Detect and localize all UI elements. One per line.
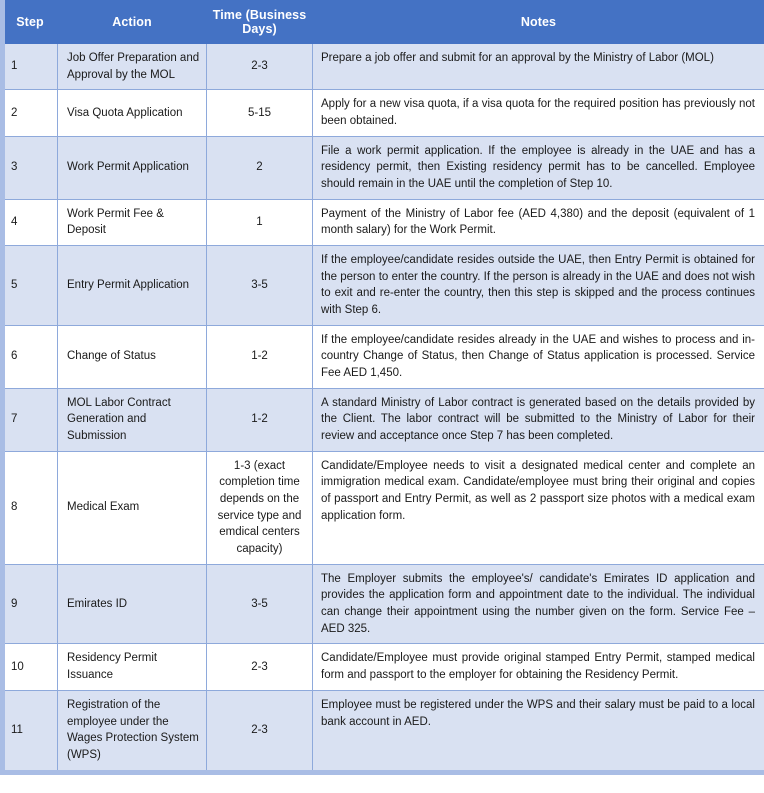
- table-header-row: [3, 1, 764, 44]
- table-row: [3, 564, 764, 644]
- cell-notes: A standard Ministry of Labor contract is generated based on the details provided by the Client. The labor contract will be submitted to the Ministry of Labor for their review and acceptance once Step 7 has been completed.: [313, 388, 764, 451]
- cell-time: 5-15: [207, 90, 313, 136]
- table-row: [3, 44, 764, 90]
- cell-notes: If the employee/candidate resides already in the UAE and wishes to process and in-country Change of Status, then Change of Status application is processed. Service Fee AED 1,450.: [313, 325, 764, 388]
- cell-notes: Apply for a new visa quota, if a visa quota for the required position has previously not been obtained.: [313, 90, 764, 136]
- cell-action: Registration of the employee under the Wages Protection System (WPS): [58, 690, 207, 772]
- cell-action: Change of Status: [58, 325, 207, 388]
- table-body: [3, 44, 764, 773]
- table-row: [3, 246, 764, 326]
- cell-step: 3: [3, 136, 58, 199]
- cell-action: Emirates ID: [58, 564, 207, 644]
- cell-step: 4: [3, 199, 58, 245]
- cell-action: Entry Permit Application: [58, 246, 207, 326]
- cell-notes: If the employee/candidate resides outside the UAE, then Entry Permit is obtained for the person to enter the country. If the person is already in the UAE and does not wish to exit and re-enter the country, then this step is skipped and the process continues with Step 6.: [313, 246, 764, 326]
- cell-action: Work Permit Fee & Deposit: [58, 199, 207, 245]
- column-header-notes: Notes: [313, 1, 764, 44]
- cell-notes: Employee must be registered under the WPS and their salary must be paid to a local bank account in AED.: [313, 690, 764, 772]
- cell-time: 3-5: [207, 246, 313, 326]
- cell-notes: Payment of the Ministry of Labor fee (AED 4,380) and the deposit (equivalent of 1 month salary) for the Work Permit.: [313, 199, 764, 245]
- cell-notes: The Employer submits the employee's/ candidate's Emirates ID application and provides the application form and appointment date to the individual. The individual can change their appointment using the number given on the form. Service Fee – AED 325.: [313, 564, 764, 644]
- cell-step: 10: [3, 644, 58, 690]
- cell-step: 6: [3, 325, 58, 388]
- cell-step: 8: [3, 451, 58, 564]
- cell-time: 2: [207, 136, 313, 199]
- table-row: [3, 451, 764, 564]
- table-row: [3, 325, 764, 388]
- cell-notes: File a work permit application. If the employee is already in the UAE and has a residency permit, then Existing residency permit has to be cancelled. Employee should remain in the UAE until the completion of Step 10.: [313, 136, 764, 199]
- cell-action: Medical Exam: [58, 451, 207, 564]
- cell-notes: Candidate/Employee needs to visit a designated medical center and complete an immigration medical exam. Candidate/employee must bring their original and copies of passport and Entry Permit, as well as 2 passport size photos with a medical exam application form.: [313, 451, 764, 564]
- cell-step: 9: [3, 564, 58, 644]
- cell-time: 2-3: [207, 44, 313, 90]
- table-row: [3, 90, 764, 136]
- cell-time: 1-3 (exact completion time depends on the service type and emdical centers capacity): [207, 451, 313, 564]
- cell-action: Work Permit Application: [58, 136, 207, 199]
- table-row: [3, 199, 764, 245]
- cell-notes: Candidate/Employee must provide original stamped Entry Permit, stamped medical form and passport to the employer for obtaining the Residency Permit.: [313, 644, 764, 690]
- cell-action: Job Offer Preparation and Approval by the MOL: [58, 44, 207, 90]
- cell-step: 5: [3, 246, 58, 326]
- cell-notes: Prepare a job offer and submit for an approval by the Ministry of Labor (MOL): [313, 44, 764, 90]
- table-row: [3, 388, 764, 451]
- cell-time: 2-3: [207, 644, 313, 690]
- column-header-step: Step: [3, 1, 58, 44]
- cell-time: 1: [207, 199, 313, 245]
- cell-time: 1-2: [207, 325, 313, 388]
- cell-step: 1: [3, 44, 58, 90]
- column-header-time: Time (Business Days): [207, 1, 313, 44]
- cell-step: 7: [3, 388, 58, 451]
- table-header: [3, 1, 764, 44]
- cell-time: 3-5: [207, 564, 313, 644]
- cell-action: MOL Labor Contract Generation and Submission: [58, 388, 207, 451]
- cell-time: 2-3: [207, 690, 313, 772]
- table-row: [3, 644, 764, 690]
- cell-step: 2: [3, 90, 58, 136]
- cell-action: Visa Quota Application: [58, 90, 207, 136]
- cell-step: 11: [3, 690, 58, 772]
- table-row: [3, 690, 764, 772]
- cell-action: Residency Permit Issuance: [58, 644, 207, 690]
- cell-time: 1-2: [207, 388, 313, 451]
- column-header-action: Action: [58, 1, 207, 44]
- table-row: [3, 136, 764, 199]
